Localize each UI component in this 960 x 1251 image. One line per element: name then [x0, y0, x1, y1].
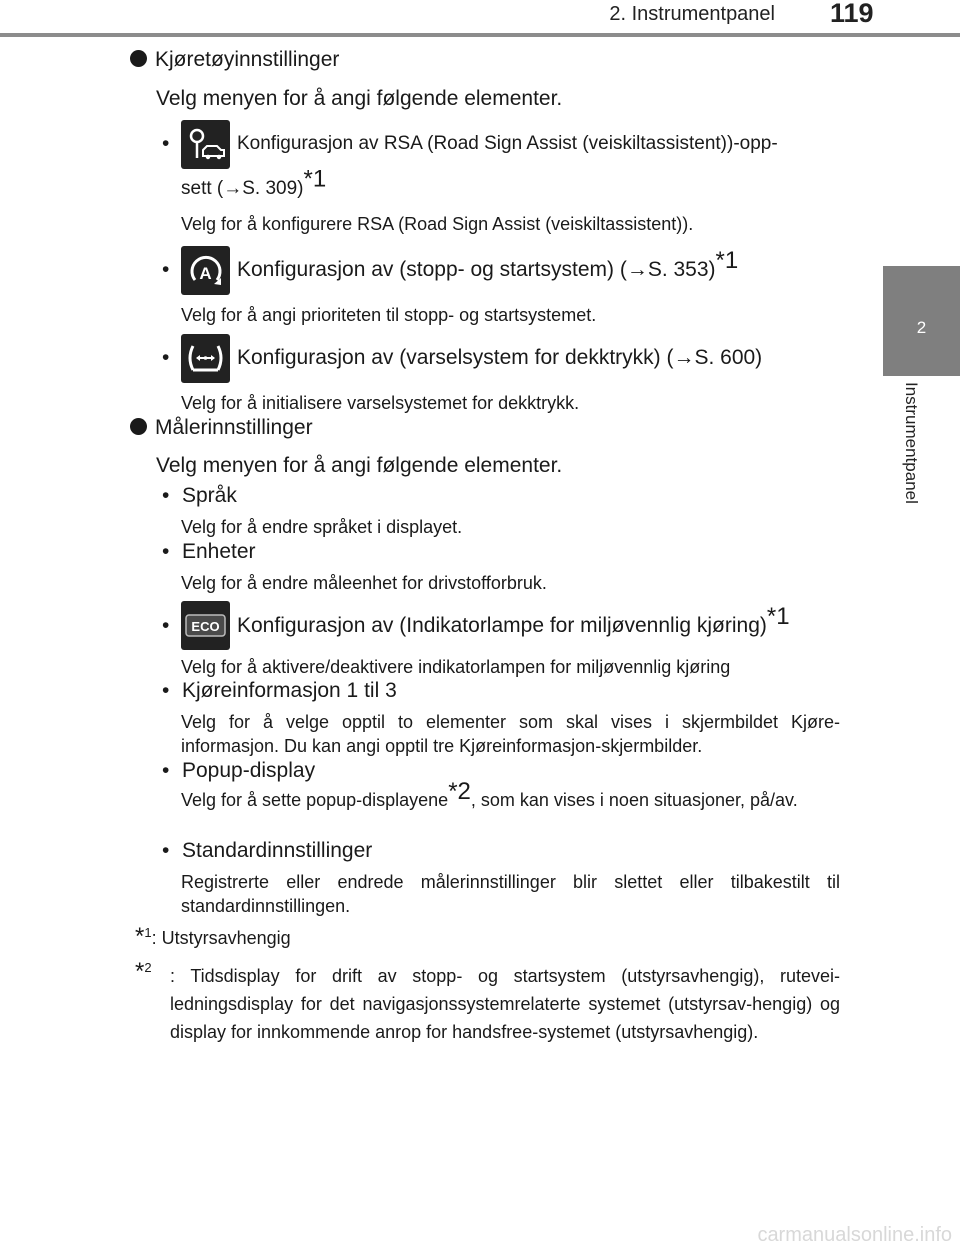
list-item: •: [162, 258, 170, 281]
footnote-mark: *1: [303, 165, 327, 193]
chapter-tab: [883, 266, 960, 376]
item-description: Velg for å sette popup-displayene*2, som kan vises i noen situasjoner, på/av.: [181, 778, 798, 810]
chapter-title: 2. Instrumentpanel: [609, 3, 775, 25]
item-title: Konfigurasjon av (stopp- og startsystem) (→S. 353)*1: [237, 247, 739, 281]
section-lead: Velg menyen for å angi følgende elementer.: [156, 454, 563, 477]
list-item: • Popup-display: [162, 759, 316, 782]
item-description: Velg for å konfigurere RSA (Road Sign Assist (veiskiltassistent)).: [181, 214, 694, 234]
section-heading-meter-settings: Målerinnstillinger: [130, 416, 313, 440]
footnote-mark: *1: [766, 603, 790, 630]
section-heading-vehicle-settings: Kjøretøyinnstillinger: [130, 48, 339, 72]
section-lead: Velg menyen for å angi følgende elementer.: [156, 87, 563, 110]
bullet-dot-icon: [130, 418, 147, 435]
item-title-continued: sett (→S. 309)*1: [181, 165, 327, 199]
list-item: • Standardinnstillinger: [162, 839, 373, 862]
list-item: • Kjøreinformasjon 1 til 3: [162, 679, 397, 702]
chapter-side-label-text: Instrumentpanel: [902, 382, 921, 504]
bullet-dot-icon: [130, 50, 147, 67]
list-item: •: [162, 346, 170, 369]
list-item: •: [162, 614, 170, 637]
item-description: Velg for å aktivere/deaktivere indikatorlampen for miljøvennlig kjøring: [181, 657, 731, 677]
item-description: Velg for å velge opptil to elementer som skal vises i skjermbildet Kjøre-informasjon. Du kan angi opptil tre Kjøreinformasjon-skjermbilder.: [181, 712, 840, 756]
item-description: Velg for å endre måleenhet for drivstofforbruk.: [181, 573, 547, 593]
item-description: Velg for å angi prioriteten til stopp- og startsystemet.: [181, 305, 597, 325]
eco-indicator-icon: [181, 601, 230, 650]
item-description: Velg for å initialisere varselsystemet for dekktrykk.: [181, 393, 580, 413]
item-title: Konfigurasjon av (varselsystem for dekktrykk) (→S. 600): [237, 346, 763, 369]
header-rule: [0, 33, 960, 37]
page-number: 119: [830, 0, 874, 28]
road-sign-assist-icon: [181, 120, 230, 169]
svg-text:A: A: [199, 264, 212, 283]
chapter-tab-number: 2: [916, 318, 927, 337]
stop-start-system-icon: [181, 246, 230, 295]
item-title: Konfigurasjon av RSA (Road Sign Assist (veiskiltassistent))-opp-: [237, 133, 778, 154]
footnote-1: *$^1$: Utstyrsavhengig: [135, 923, 291, 950]
footnote-2-mark: *$^2$: [135, 958, 152, 985]
watermark: carmanualsonline.info: [757, 1224, 952, 1246]
list-item: • Enheter: [162, 540, 256, 563]
list-item: • Språk: [162, 484, 237, 507]
item-description: Registrerte eller endrede målerinnstillinger blir slettet eller tilbakestilt til standardinnstillingen.: [181, 872, 840, 916]
footnote-2-text: : Tidsdisplay for drift av stopp- og startsystem (utstyrsavhengig), rutevei-ledningsdisplay for det navigasjonssystemrelaterte systemet (utstyrsav-hengig) og display for innkommende anrop for handsfree-systemet (utstyrsavhengig).: [170, 966, 840, 1042]
footnote-mark: *2: [448, 778, 471, 805]
list-item: •: [162, 132, 170, 155]
eco-icon-text: ECO: [191, 619, 220, 634]
tire-pressure-warning-icon: [181, 334, 230, 383]
chapter-side-label: [895, 382, 921, 530]
item-title: Konfigurasjon av (Indikatorlampe for miljøvennlig kjøring)*1: [237, 603, 790, 637]
item-description: Velg for å endre språket i displayet.: [181, 517, 463, 537]
footnote-mark: *1: [715, 247, 739, 274]
